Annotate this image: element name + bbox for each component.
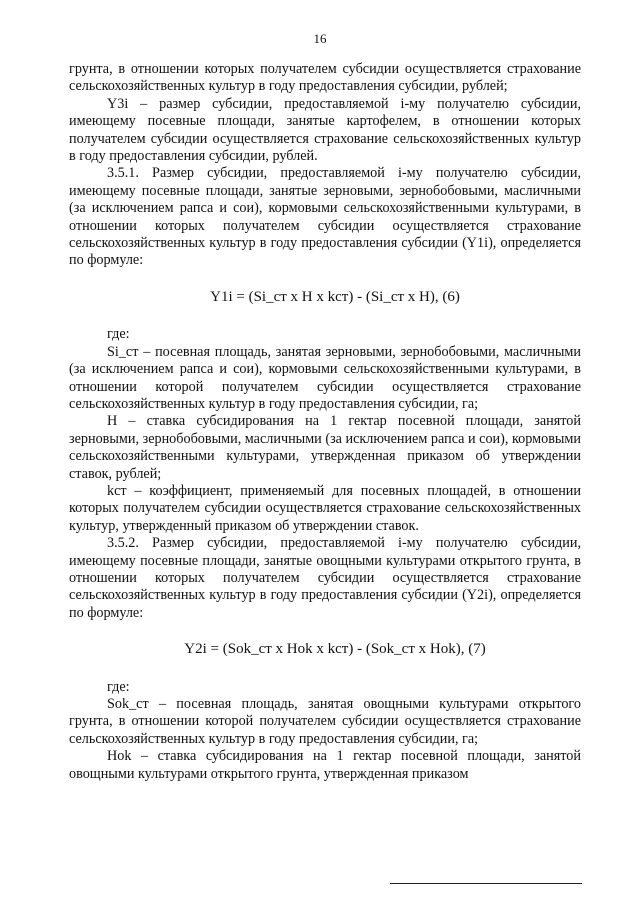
paragraph: 3.5.2. Размер субсидии, предоставляемой i-му получателю субсидии, имеющему посевные площади, занятые овощными культурами открытого грунта, в отношении которых получателем субсидии осуществляется страхование сельскохозяйственных культур в году предоставления субсидии (Y2i), определяется по формуле: <box>69 535 581 621</box>
paragraph: 3.5.1. Размер субсидии, предоставляемой i-му получателю субсидии, имеющему посевные площади, занятые зерновыми, зернобобовыми, масличными (за исключением рапса и сои), кормовыми сельскохозяйственными культурами, в отношении которых получателем субсидии осуществляется страхование сельскохозяйственных культур в году предоставления субсидии (Y1i), определяется по формуле: <box>69 165 581 269</box>
paragraph: где: <box>107 326 130 343</box>
formula-7: Y2i = (Sok_ст х Hok х kст) - (Sok_ст х Hok), (7) <box>184 641 486 658</box>
paragraph: kст – коэффициент, применяемый для посевных площадей, в отношении которых получателем субсидии осуществляется страхование сельскохозяйственных культур, утвержденный приказом об утверждении ставок. <box>69 482 581 534</box>
paragraph: Si_ст – посевная площадь, занятая зерновыми, зернобобовыми, масличными (за исключением рапса и сои), кормовыми сельскохозяйственными культурами, в отношении которой получателем субсидии осуществляется страхование сельскохозяйственных культур в году предоставления субсидии, га; <box>69 343 581 412</box>
paragraph: грунта, в отношении которых получателем субсидии осуществляется страхование сельскохозяйственных культур в году предоставления субсидии, рублей; <box>69 61 581 95</box>
paragraph: Y3i – размер субсидии, предоставляемой i-му получателю субсидии, имеющему посевные площади, занятые картофелем, в отношении которых получателем субсидии осуществляется страхование сельскохозяйственных культур в году предоставления субсидии, рублей. <box>69 95 581 165</box>
paragraph: Sok_ст – посевная площадь, занятая овощными культурами открытого грунта, в отношении которой получателем субсидии осуществляется страхование сельскохозяйственных культур в году предоставления субсидии, га; <box>69 696 581 747</box>
document-body <box>69 61 581 783</box>
paragraph: где: <box>107 678 130 695</box>
page-number: 16 <box>313 31 327 46</box>
paragraph: H – ставка субсидирования на 1 гектар посевной площади, занятой зерновыми, зернобобовыми, масличными (за исключением рапса и сои), кормовыми сельскохозяйственными культурами, утвержденная приказом об утверждении ставок, рублей; <box>69 413 581 482</box>
paragraph: Hok – ставка субсидирования на 1 гектар посевной площади, занятой овощными культурами открытого грунта, утвержденная приказом <box>69 748 581 782</box>
formula-6: Y1i = (Si_ст х H х kст) - (Si_ст х H), (6) <box>210 288 460 305</box>
footnote-divider <box>390 883 582 884</box>
